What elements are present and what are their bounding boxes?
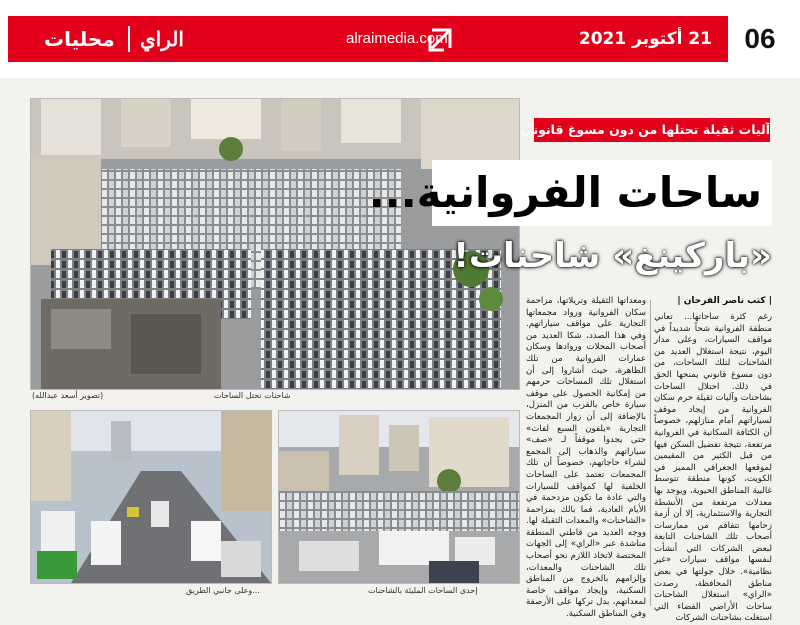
- lot-trucks-photo: [278, 410, 520, 584]
- column-right-text: رغم كثرة ساحاتها... تعاني منطقة الفروانية شحاً شديداً في مواقف السيارات، وعلى مدار اليوم، نتيجة استغلال العديد من الشاحنات لتلك الساحات، من دون مسوغ قانوني يمنحها الحق في ذلك. احتلال الساحات بشاحنات وآليات ثقيلة حرم سكان الفروانية من إيجاد موقف لسياراتهم أمام منازلهم، خصوصاً أن الكثافة السكانية في الفروانية مرتفعة، نتيجة تفضيل السكن فيها من قبل الكثير من المقيمين لموقعها الجغرافي المميز في الكويت، كونها منطقة تتوسط غالبية المناطق الحيوية، ويوجد بها معدلات مرتفعة من الأنشطة التجارية والاستثمارية، إلا أن أزمة زحامها تتفاقم من ممارسات أصحاب تلك الشاحنات التابعة لبعض الشركات التي أنشأت لنفسها مواقف سيارات «غير نظامية». خلال جولتها في بعض مناطق المحافظة، رصدت «الراي» استغلال الشاحنات ساحات الأراضي الفضاء التي استغلت بشاحنات الشركات: [654, 312, 772, 624]
- column-divider: [650, 300, 651, 606]
- street-trucks-photo: [30, 410, 272, 584]
- article-column-right: [654, 312, 772, 624]
- article-subheadline: «باركينغ» شاحنات!: [453, 236, 772, 276]
- main-photo-caption: شاحنات تحتل الساحات: [214, 391, 291, 400]
- header-divider: [128, 26, 130, 52]
- newspaper-logo: الراي: [140, 27, 184, 51]
- article-headline: ساحات الفروانية...: [368, 168, 762, 217]
- left-photo-caption: ...وعلى جانبي الطريق: [186, 586, 260, 595]
- issue-date: 21 أكتوبر 2021: [578, 29, 712, 49]
- article-column-middle: [526, 296, 646, 620]
- photo-credit: (تصوير أسعد عبدالله): [32, 391, 104, 400]
- column-middle-text: ومعداتها الثقيلة وتريلاتها، مزاحمة سكان الفروانية ورواد مجمعاتها التجارية على مواقف سياراتهم. وفي هذا الصدد، شكا العديد من أصحاب المحلات وروادها وسكان عمارات الفروانية من تلك الظاهرة، حيث أشاروا إلى أن استغلال تلك المساحات حرمهم من إمكانية الحصول على موقف سيارة خاص بالقرب من المنزل، بالإضافة إلى أن زوار المجمعات التجارية «يلفون السبع لفات» حتى يجدوا موقفاً لـ «صف» سياراتهم والذهاب إلى المجمع لشراء حاجاتهم، خصوصاً أن تلك المجمعات تعتمد على الساحات الخلفية لها كمواقف للسيارات والتي عادة ما تكون مزدحمة في الأيام العادية، فما بالك بمزاحمة «الشاحنات» والمعدات الثقيلة لها. ووجه العديد من قاطني المنطقة مناشدة عبر «الراي» إلى الجهات المختصة لاتخاذ اللازم نحو أصحاب تلك الشاحنات والمعدات، وإلزامهم بالخروج من المناطق السكنية، وإيجاد مواقف خاصة لمعداتهم، بدل تركها على الأرصفة وفي المناطق السكنية.: [526, 296, 646, 620]
- right-photo-caption: إحدى الساحات المليئة بالشاحنات: [368, 586, 478, 595]
- article-byline: | كتب ناصر الفرحان |: [677, 296, 772, 306]
- page-number: 06: [726, 16, 792, 62]
- page-header: [0, 0, 800, 78]
- article-kicker: آليات ثقيلة تحتلها من دون مسوغ قانوني: [534, 118, 770, 142]
- website-url[interactable]: alraimedia.com: [346, 30, 448, 47]
- headline-box: [368, 160, 772, 226]
- section-name: محليات: [44, 27, 115, 51]
